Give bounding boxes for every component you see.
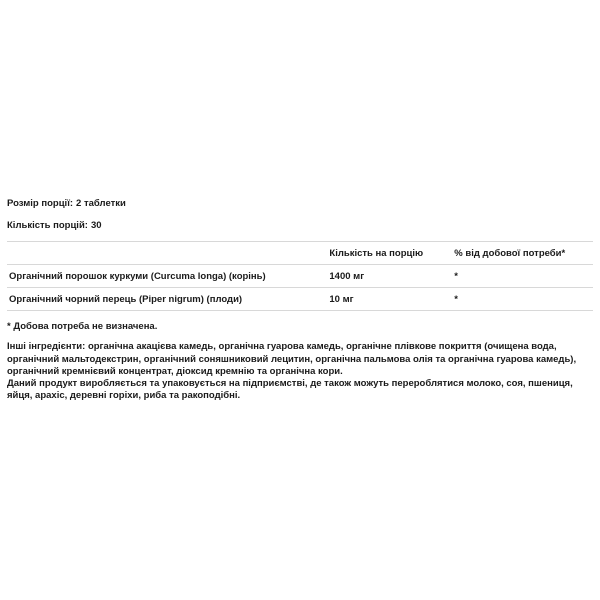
ingredient-name: Органічний порошок куркуми (Curcuma longa) (корінь) [7, 265, 327, 288]
daily-value-footnote: * Добова потреба не визначена. [7, 321, 158, 332]
other-ingredients-line: органічний кремнієвий концентрат, діоксид кремнію та органічна кори. [7, 365, 343, 377]
serving-size-value: 2 таблетки [76, 198, 126, 209]
ingredient-name: Органічний чорний перець (Piper nigrum) (плоди) [7, 288, 327, 311]
servings-count-value: 30 [90, 220, 102, 231]
servings-count-line [7, 220, 593, 232]
ingredient-daily-value: * [452, 265, 593, 288]
allergen-statement-line: Даний продукт виробляється та упаковується на підприємстві, де також можуть перероблятися молоко, соя, пшениця, [7, 378, 573, 390]
header-daily-value: % від добової потреби* [452, 242, 593, 265]
serving-size-line [7, 198, 593, 210]
notes-section [7, 321, 593, 403]
ingredient-daily-value: * [452, 288, 593, 311]
table-header-row [7, 242, 593, 265]
servings-count-label: Кількість порцій: [7, 220, 88, 231]
supplement-facts-document [7, 198, 593, 403]
table-row [7, 265, 593, 288]
supplement-facts-table [7, 241, 593, 311]
allergen-statement-line: яйця, арахіс, деревні горіхи, риба та ракоподібні. [7, 390, 241, 402]
other-ingredients-line: органічний мальтодекстрин, органічний соняшниковий лецитин, органічна пальмова олія та органічна гуарова камедь), [7, 353, 577, 365]
serving-size-label: Розмір порції: [7, 198, 74, 209]
header-amount-per-serving: Кількість на порцію [327, 242, 452, 265]
table-row [7, 288, 593, 311]
ingredient-amount: 1400 мг [327, 265, 452, 288]
other-ingredients-line: Інші інгредієнти: органічна акацієва камедь, органічна гуарова камедь, органічне плівкове покриття (очищена вода, [7, 341, 557, 353]
ingredient-amount: 10 мг [327, 288, 452, 311]
header-ingredient [7, 242, 327, 265]
